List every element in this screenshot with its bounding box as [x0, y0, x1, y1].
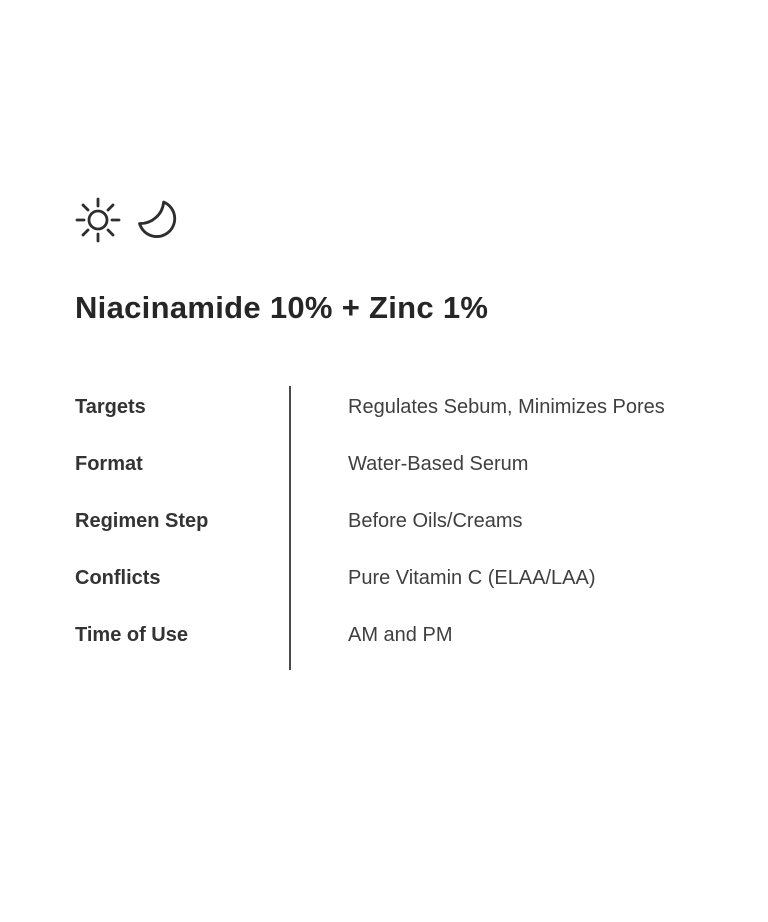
spec-label: Targets — [75, 396, 146, 418]
spec-label: Format — [75, 453, 143, 475]
spec-value: AM and PM — [348, 624, 453, 646]
spec-table — [75, 386, 715, 670]
spec-label: Time of Use — [75, 624, 188, 646]
moon-icon — [136, 199, 179, 242]
spec-label: Conflicts — [75, 567, 161, 589]
sun-icon — [74, 196, 122, 244]
spec-label: Regimen Step — [75, 510, 209, 532]
page-title: Niacinamide 10% + Zinc 1% — [75, 290, 489, 325]
spec-value: Pure Vitamin C (ELAA/LAA) — [348, 567, 596, 589]
time-of-use-icons — [74, 196, 179, 244]
spec-value: Regulates Sebum, Minimizes Pores — [348, 396, 665, 418]
spec-value: Water-Based Serum — [348, 453, 529, 475]
spec-value: Before Oils/Creams — [348, 510, 523, 532]
table-divider-line — [289, 386, 291, 670]
